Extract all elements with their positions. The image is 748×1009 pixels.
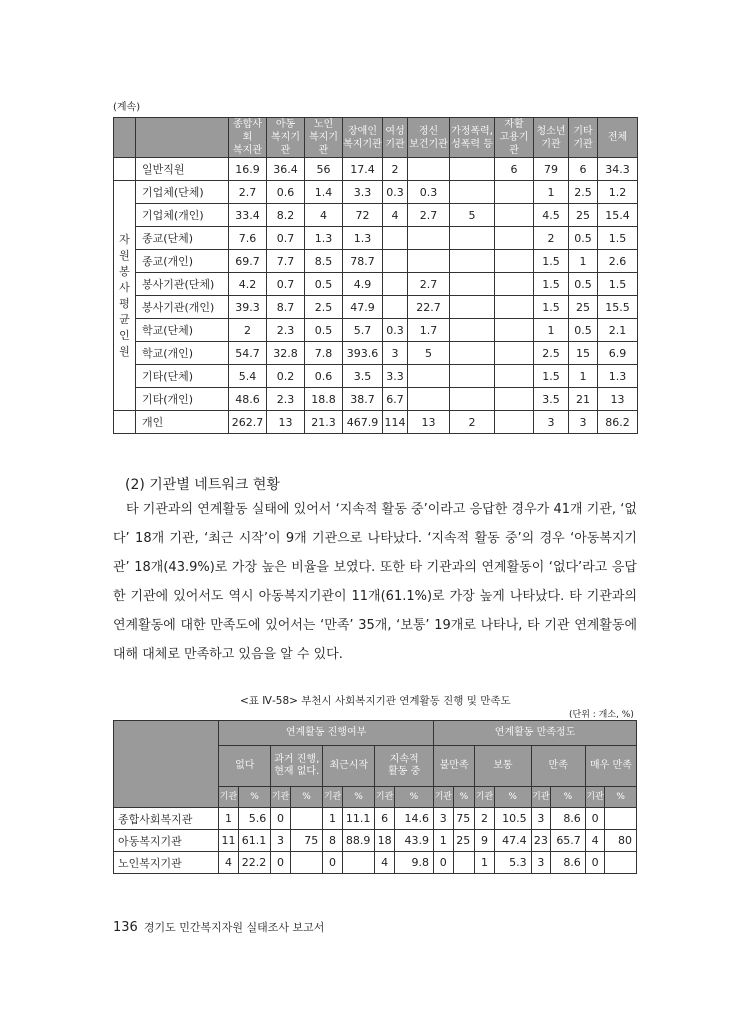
table-row: [114, 852, 637, 874]
table-cell: 13: [267, 411, 305, 434]
table-cell: 65.7: [551, 830, 586, 852]
table-cell: 2: [534, 227, 569, 250]
unit-label: (단위 : 개소, %): [569, 710, 634, 720]
table-cell: 69.7: [229, 250, 267, 273]
table-cell: 21.3: [305, 411, 343, 434]
table-cell: 3: [271, 830, 291, 852]
table-cell: 33.4: [229, 204, 267, 227]
page-number: 136: [113, 920, 138, 935]
table-cell: 5.3: [494, 852, 531, 874]
table-cell: [495, 250, 534, 273]
table-cell: 5.6: [238, 808, 271, 830]
table-cell: 4.2: [229, 273, 267, 296]
table-cell: [450, 158, 495, 181]
table-cell: 3: [534, 411, 569, 434]
unit-header: %: [342, 787, 375, 808]
unit-header: 기관: [531, 787, 551, 808]
row-label: 봉사기관(단체): [136, 273, 229, 296]
table-cell: 1.3: [343, 227, 383, 250]
table-cell: 1: [434, 830, 454, 852]
table-row: [114, 830, 637, 852]
table-cell: 6.9: [598, 342, 638, 365]
table-cell: [450, 365, 495, 388]
table-cell: [495, 181, 534, 204]
table-row: [114, 342, 638, 365]
unit-header: 기관: [323, 787, 343, 808]
column-header: 가정폭력, 성폭력 등: [450, 118, 495, 158]
group-label: [114, 181, 136, 411]
column-header: 종합사회 복지관: [229, 118, 267, 158]
table-cell: 2.3: [267, 388, 305, 411]
table-cell: 6: [375, 808, 395, 830]
table-cell: 7.7: [267, 250, 305, 273]
group-header: 연계활동 진행여부: [219, 721, 434, 746]
table-cell: 0.5: [569, 273, 598, 296]
unit-header: %: [605, 787, 637, 808]
table-cell: 5: [408, 342, 450, 365]
table-cell: 8.2: [267, 204, 305, 227]
table-cell: 15.4: [598, 204, 638, 227]
table-cell: 75: [290, 830, 323, 852]
table-caption: <표 Ⅳ-58> 부천시 사회복지기관 연계활동 진행 및 만족도: [240, 695, 511, 707]
table-cell: 1.5: [598, 273, 638, 296]
section-heading: (2) 기관별 네트워크 현황: [125, 477, 280, 493]
unit-header: %: [453, 787, 475, 808]
column-header: [114, 118, 136, 158]
table-cell: 8.7: [267, 296, 305, 319]
table-cell: 1.5: [534, 296, 569, 319]
unit-header: 기관: [434, 787, 454, 808]
column-header: 청소년 기관: [534, 118, 569, 158]
table-cell: [605, 852, 637, 874]
table-cell: 0.5: [305, 319, 343, 342]
table-cell: 4: [375, 852, 395, 874]
table-cell: [450, 181, 495, 204]
table-cell: [408, 227, 450, 250]
table-cell: 0.6: [305, 365, 343, 388]
table-cell: [450, 319, 495, 342]
table-cell: [383, 227, 408, 250]
unit-header: %: [551, 787, 586, 808]
column-header: 노인 복지기관: [305, 118, 343, 158]
unit-header: %: [394, 787, 433, 808]
table-cell: 4.9: [343, 273, 383, 296]
table-row: [114, 388, 638, 411]
table-header-row: [114, 118, 638, 158]
table-cell: 1.3: [598, 365, 638, 388]
table-cell: 88.9: [342, 830, 375, 852]
table-cell: 25: [569, 204, 598, 227]
table-cell: 79: [534, 158, 569, 181]
row-label: 기업체(단체): [136, 181, 229, 204]
table-cell: [450, 227, 495, 250]
table-cell: [450, 388, 495, 411]
sub-header: 매우 만족: [585, 746, 636, 787]
table-row: [114, 273, 638, 296]
table-cell: 1: [534, 181, 569, 204]
column-header: 여성 기관: [383, 118, 408, 158]
table-cell: 2.6: [598, 250, 638, 273]
table-cell: 3.5: [343, 365, 383, 388]
table-cell: [495, 273, 534, 296]
table-cell: [408, 158, 450, 181]
table-cell: 2.7: [229, 181, 267, 204]
table-cell: 11.1: [342, 808, 375, 830]
table-cell: 2.3: [267, 319, 305, 342]
body-paragraph: 타 기관과의 연계활동 실태에 있어서 ‘지속적 활동 중’이라고 응답한 경우가 41개 기관, ‘없다’ 18개 기관, ‘최근 시작’이 9개 기관으로 나타났다. ‘지속적 활동 중’의 경우 ‘아동복지기관’ 18개(43.9%)로 가장 높은 비율을 보였다. 또한 타 기관과의 연계활동이 ‘없다’라고 응답한 기관에 있어서도 역시 아동복지기관이 11개(61.1%)로 가장 높게 나타났다. 타 기관과의 연계활동에 대한 만족도에 있어서는 ‘만족’ 35개, ‘보통’ 19개로 나타나, 타 기관 연계활동에 대해 대체로 만족하고 있음을 알 수 있다.: [113, 502, 637, 662]
table-cell: 2.5: [534, 342, 569, 365]
table-cell: 72: [343, 204, 383, 227]
table-cell: 32.8: [267, 342, 305, 365]
unit-header: %: [290, 787, 323, 808]
table-cell: 1.4: [305, 181, 343, 204]
table-cell: 1.5: [598, 227, 638, 250]
table-cell: 17.4: [343, 158, 383, 181]
table-cell: 0.3: [408, 181, 450, 204]
table-cell: [450, 273, 495, 296]
table-cell: [383, 296, 408, 319]
table-cell: 9.8: [394, 852, 433, 874]
table-cell: 8.6: [551, 808, 586, 830]
table-cell: 393.6: [343, 342, 383, 365]
table-row: [114, 319, 638, 342]
table-cell: 2: [229, 319, 267, 342]
table-cell: [342, 852, 375, 874]
table-cell: 7.8: [305, 342, 343, 365]
column-header: 기타 기관: [569, 118, 598, 158]
row-label: 개인: [136, 411, 229, 434]
table-cell: 80: [605, 830, 637, 852]
table-cell: 5.7: [343, 319, 383, 342]
table-cell: [495, 296, 534, 319]
table-cell: 15: [569, 342, 598, 365]
unit-header: 기관: [475, 787, 495, 808]
row-header-blank: [114, 721, 219, 808]
table-cell: [450, 250, 495, 273]
table-cell: 10.5: [494, 808, 531, 830]
table-cell: 0: [271, 808, 291, 830]
table-cell: 467.9: [343, 411, 383, 434]
table-cell: 1.2: [598, 181, 638, 204]
row-label: 기타(단체): [136, 365, 229, 388]
table-row: [114, 411, 638, 434]
table-cell: 5.4: [229, 365, 267, 388]
table-cell: 9: [475, 830, 495, 852]
table-cell: 1: [534, 319, 569, 342]
table-row: [114, 296, 638, 319]
row-label: 종교(단체): [136, 227, 229, 250]
table-cell: [495, 204, 534, 227]
continued-label: (계속): [113, 102, 141, 113]
sub-header: 최근시작: [323, 746, 375, 787]
table-cell: 0.5: [569, 227, 598, 250]
table-cell: [290, 808, 323, 830]
table-cell: [495, 411, 534, 434]
table-cell: [495, 388, 534, 411]
table-cell: 1: [323, 808, 343, 830]
table-cell: 47.4: [494, 830, 531, 852]
table-cell: 2.1: [598, 319, 638, 342]
group-header: 연계활동 만족정도: [434, 721, 637, 746]
group-label-text: 자원봉사평균인원: [119, 232, 130, 358]
table-cell: 0: [323, 852, 343, 874]
page-footer: [113, 919, 324, 935]
row-label: 일반직원: [136, 158, 229, 181]
table-cell: 25: [569, 296, 598, 319]
sub-header: 만족: [531, 746, 585, 787]
column-header: 장애인 복지기관: [343, 118, 383, 158]
table-cell: 21: [569, 388, 598, 411]
column-header: 자활 고용기관: [495, 118, 534, 158]
unit-header: %: [238, 787, 271, 808]
table-row: [114, 181, 638, 204]
table-cell: 0.5: [569, 319, 598, 342]
table-row: [114, 227, 638, 250]
table-row: [114, 365, 638, 388]
table-cell: 5: [450, 204, 495, 227]
table-cell: [383, 250, 408, 273]
table-cell: 86.2: [598, 411, 638, 434]
table-cell: 56: [305, 158, 343, 181]
table-cell: 0: [271, 852, 291, 874]
table-cell: 18.8: [305, 388, 343, 411]
table-cell: 18: [375, 830, 395, 852]
table-cell: 2: [450, 411, 495, 434]
table-cell: 4: [219, 852, 239, 874]
table-cell: 11: [219, 830, 239, 852]
row-label: 아동복지기관: [114, 830, 219, 852]
column-header: 정신 보건기관: [408, 118, 450, 158]
column-header: [136, 118, 229, 158]
table-cell: [450, 296, 495, 319]
table-cell: 4: [585, 830, 605, 852]
volunteer-table: [113, 117, 638, 434]
column-header: 아동 복지기관: [267, 118, 305, 158]
table-cell: 8: [323, 830, 343, 852]
table-cell: 8.6: [551, 852, 586, 874]
table-cell: 7.6: [229, 227, 267, 250]
table-cell: 1.5: [534, 273, 569, 296]
table-cell: 16.9: [229, 158, 267, 181]
table-cell: [495, 319, 534, 342]
table-cell: 48.6: [229, 388, 267, 411]
table-cell: 0.7: [267, 227, 305, 250]
table-cell: 0: [585, 808, 605, 830]
table-row: [114, 250, 638, 273]
table-cell: 3.5: [534, 388, 569, 411]
table-cell: 0.6: [267, 181, 305, 204]
row-label: 봉사기관(개인): [136, 296, 229, 319]
table-cell: [453, 852, 475, 874]
table-cell: 23: [531, 830, 551, 852]
row-label: 학교(단체): [136, 319, 229, 342]
table-cell: 0: [585, 852, 605, 874]
table-cell: 1.5: [534, 250, 569, 273]
table-cell: 2: [383, 158, 408, 181]
sub-header: 보통: [475, 746, 531, 787]
table-cell: 2.7: [408, 273, 450, 296]
table-cell: 0.3: [383, 181, 408, 204]
table-cell: 13: [408, 411, 450, 434]
row-label: 학교(개인): [136, 342, 229, 365]
sub-header: 과거 진행, 현재 없다.: [271, 746, 323, 787]
row-label: 노인복지기관: [114, 852, 219, 874]
sub-header: 지속적 활동 중: [375, 746, 434, 787]
table-row: [114, 158, 638, 181]
table-cell: 0: [434, 852, 454, 874]
table-cell: 2: [475, 808, 495, 830]
table-cell: 78.7: [343, 250, 383, 273]
table-cell: 0.5: [305, 273, 343, 296]
table-cell: 0.7: [267, 273, 305, 296]
row-label: 기타(개인): [136, 388, 229, 411]
table-cell: 4: [305, 204, 343, 227]
table-cell: 43.9: [394, 830, 433, 852]
table-cell: 3.3: [343, 181, 383, 204]
unit-header: 기관: [375, 787, 395, 808]
table-cell: 36.4: [267, 158, 305, 181]
table-cell: 1: [219, 808, 239, 830]
table-cell: 114: [383, 411, 408, 434]
table-cell: 38.7: [343, 388, 383, 411]
table-row: [114, 204, 638, 227]
table-cell: 14.6: [394, 808, 433, 830]
table-cell: 4.5: [534, 204, 569, 227]
table-cell: 1: [569, 250, 598, 273]
table-cell: 3: [434, 808, 454, 830]
table-cell: 6: [495, 158, 534, 181]
table-cell: 39.3: [229, 296, 267, 319]
group-cell-blank: [114, 411, 136, 434]
row-label: 기업체(개인): [136, 204, 229, 227]
sub-header: 없다: [219, 746, 271, 787]
table-cell: 47.9: [343, 296, 383, 319]
table-cell: 1: [475, 852, 495, 874]
table-cell: 262.7: [229, 411, 267, 434]
table-cell: 3: [531, 808, 551, 830]
unit-header: 기관: [219, 787, 239, 808]
network-table: [113, 720, 637, 874]
table-cell: 0.2: [267, 365, 305, 388]
footer-title: 경기도 민간복지자원 실태조사 보고서: [143, 921, 325, 934]
row-label: 종교(개인): [136, 250, 229, 273]
table-cell: 61.1: [238, 830, 271, 852]
table-cell: 15.5: [598, 296, 638, 319]
table-cell: 75: [453, 808, 475, 830]
table-cell: 13: [598, 388, 638, 411]
table-cell: 4: [383, 204, 408, 227]
table-cell: 22.7: [408, 296, 450, 319]
table-cell: 3: [569, 411, 598, 434]
table-cell: 3: [383, 342, 408, 365]
table-cell: 25: [453, 830, 475, 852]
table-cell: 2.5: [305, 296, 343, 319]
table-cell: 6: [569, 158, 598, 181]
table-cell: [408, 250, 450, 273]
table-cell: [495, 227, 534, 250]
table-cell: 3: [531, 852, 551, 874]
table-cell: [408, 388, 450, 411]
column-header: 전체: [598, 118, 638, 158]
table-cell: [383, 273, 408, 296]
unit-header: 기관: [271, 787, 291, 808]
table-cell: 54.7: [229, 342, 267, 365]
table-cell: 8.5: [305, 250, 343, 273]
group-cell-blank: [114, 158, 136, 181]
sub-header: 불만족: [434, 746, 475, 787]
table-cell: 1.3: [305, 227, 343, 250]
table-cell: 34.3: [598, 158, 638, 181]
table-cell: 1.5: [534, 365, 569, 388]
table-cell: 3.3: [383, 365, 408, 388]
table-cell: [495, 342, 534, 365]
table-cell: [495, 365, 534, 388]
table-cell: 2.7: [408, 204, 450, 227]
table-cell: 0.3: [383, 319, 408, 342]
table-cell: [290, 852, 323, 874]
table-cell: 2.5: [569, 181, 598, 204]
table-cell: [605, 808, 637, 830]
table-row: [114, 808, 637, 830]
table-cell: 6.7: [383, 388, 408, 411]
table-cell: [408, 365, 450, 388]
unit-header: %: [494, 787, 531, 808]
table-cell: 22.2: [238, 852, 271, 874]
table-cell: [450, 342, 495, 365]
table-cell: 1: [569, 365, 598, 388]
unit-header: 기관: [585, 787, 605, 808]
table-cell: 1.7: [408, 319, 450, 342]
row-label: 종합사회복지관: [114, 808, 219, 830]
